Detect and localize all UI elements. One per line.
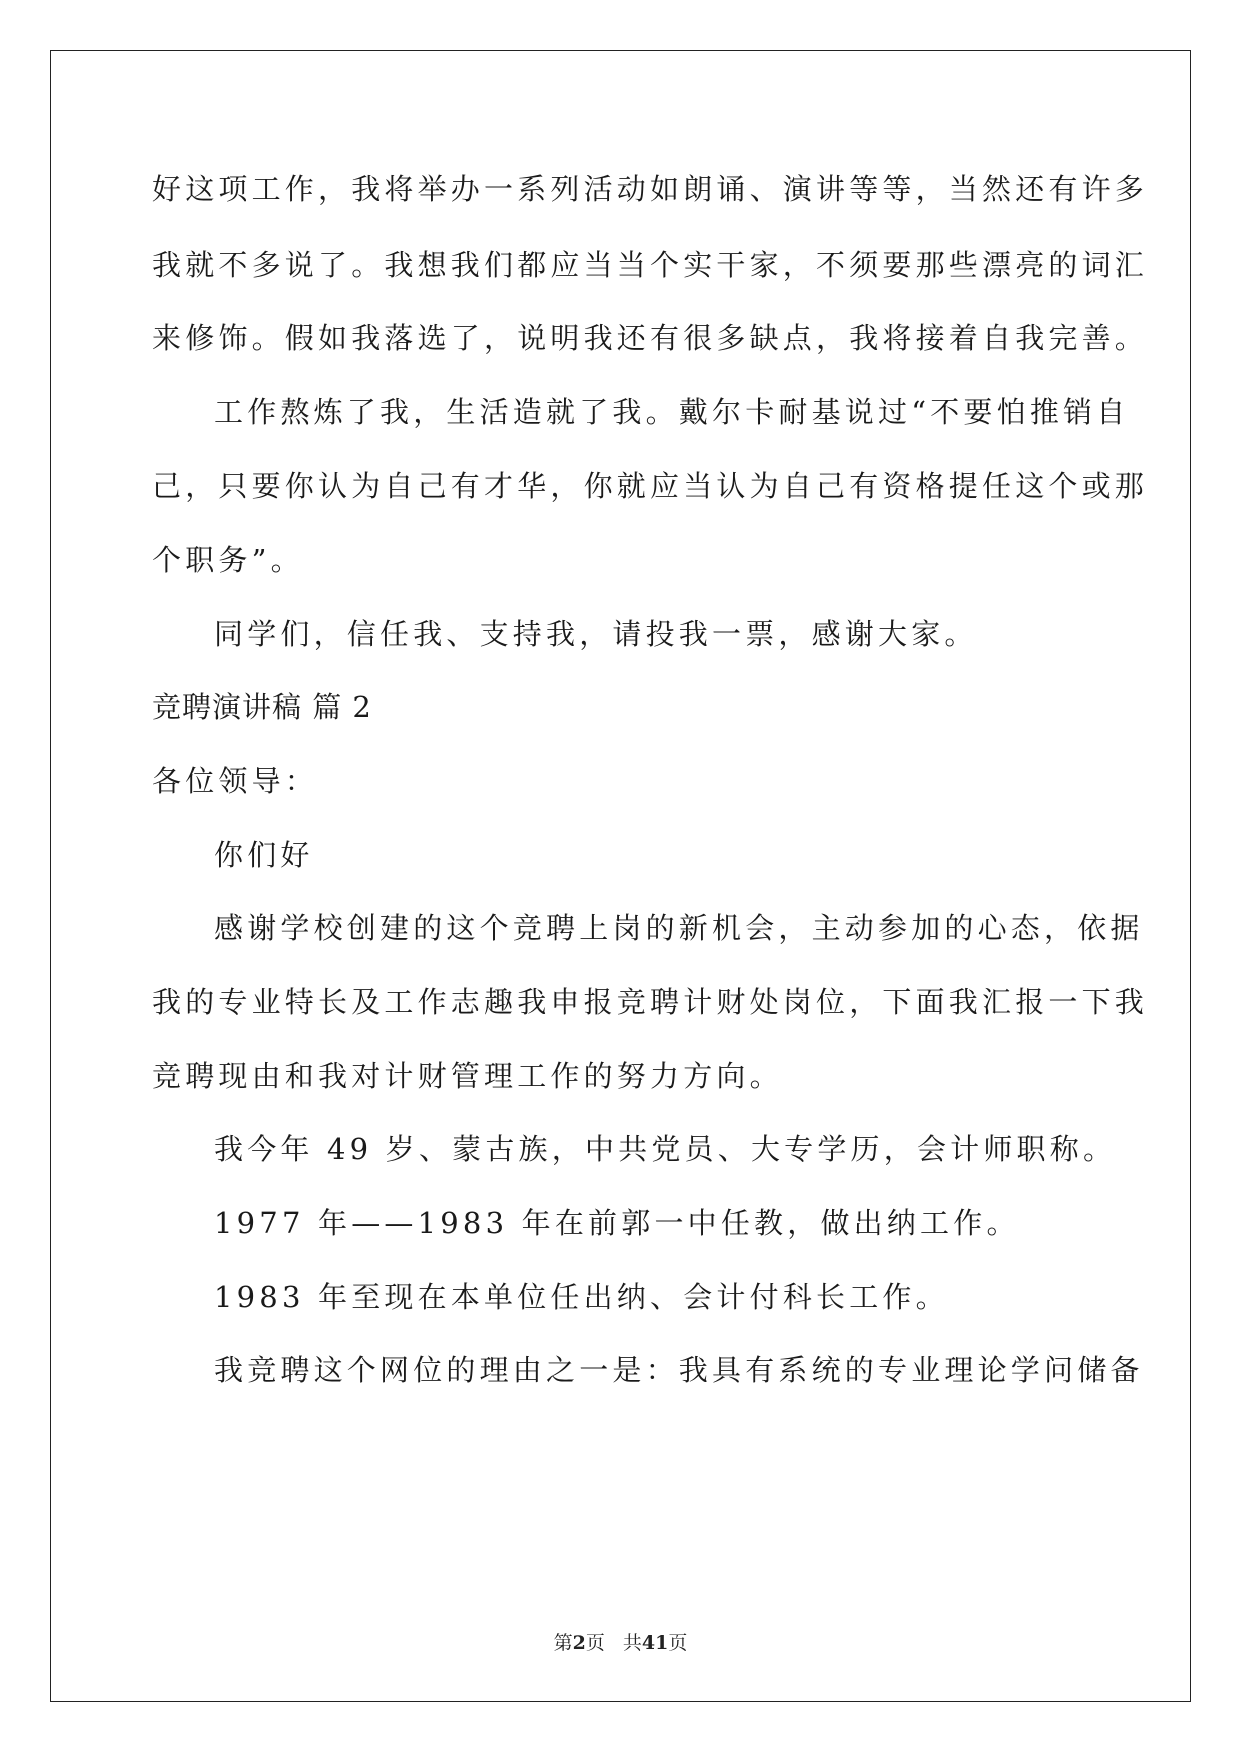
- body-text-line: 个职务”。: [152, 543, 304, 577]
- footer-total-pages: 41: [641, 1632, 669, 1654]
- paragraph-start-line: 1983 年至现在本单位任出纳、会计付科长工作。: [214, 1280, 949, 1314]
- body-text-line: 竞聘现由和我对计财管理工作的努力方向。: [152, 1059, 783, 1093]
- paragraph-start-line: 1977 年——1983 年在前郭一中任教，做出纳工作。: [214, 1206, 1020, 1240]
- footer-page-number: 2: [572, 1632, 586, 1654]
- page-footer: [0, 1631, 1241, 1655]
- paragraph-start-line: 感谢学校创建的这个竞聘上岗的新机会，主动参加的心态，依据: [214, 911, 1144, 945]
- paragraph-start-line: 我竞聘这个网位的理由之一是：我具有系统的专业理论学问储备: [214, 1353, 1144, 1387]
- footer-prefix: 第: [553, 1632, 573, 1654]
- section-heading: 竞聘演讲稿 篇 2: [152, 690, 372, 724]
- salutation: 各位领导：: [152, 764, 319, 798]
- page-border: [50, 50, 1191, 1702]
- footer-page-suffix: 页: [585, 1632, 605, 1654]
- body-text-line: 己，只要你认为自己有才华，你就应当认为自己有资格提任这个或那: [152, 469, 1149, 503]
- greeting: 你们好: [214, 838, 314, 872]
- body-text-line: 我就不多说了。我想我们都应当当个实干家，不须要那些漂亮的词汇: [152, 248, 1149, 282]
- paragraph-start-line: 同学们，信任我、支持我，请投我一票，感谢大家。: [214, 617, 978, 651]
- body-text-line: 来修饰。假如我落选了，说明我还有很多缺点，我将接着自我完善。: [152, 321, 1149, 355]
- paragraph-start-line: 工作熬炼了我，生活造就了我。戴尔卡耐基说过“不要怕推销自: [214, 395, 1130, 429]
- paragraph-start-line: 我今年 49 岁、蒙古族，中共党员、大专学历，会计师职称。: [214, 1132, 1117, 1166]
- footer-total-prefix: 共: [622, 1632, 642, 1654]
- body-text-line: 好这项工作，我将举办一系列活动如朗诵、演讲等等，当然还有许多: [152, 172, 1149, 206]
- footer-total-suffix: 页: [668, 1632, 688, 1654]
- body-text-line: 我的专业特长及工作志趣我申报竞聘计财处岗位，下面我汇报一下我: [152, 985, 1149, 1019]
